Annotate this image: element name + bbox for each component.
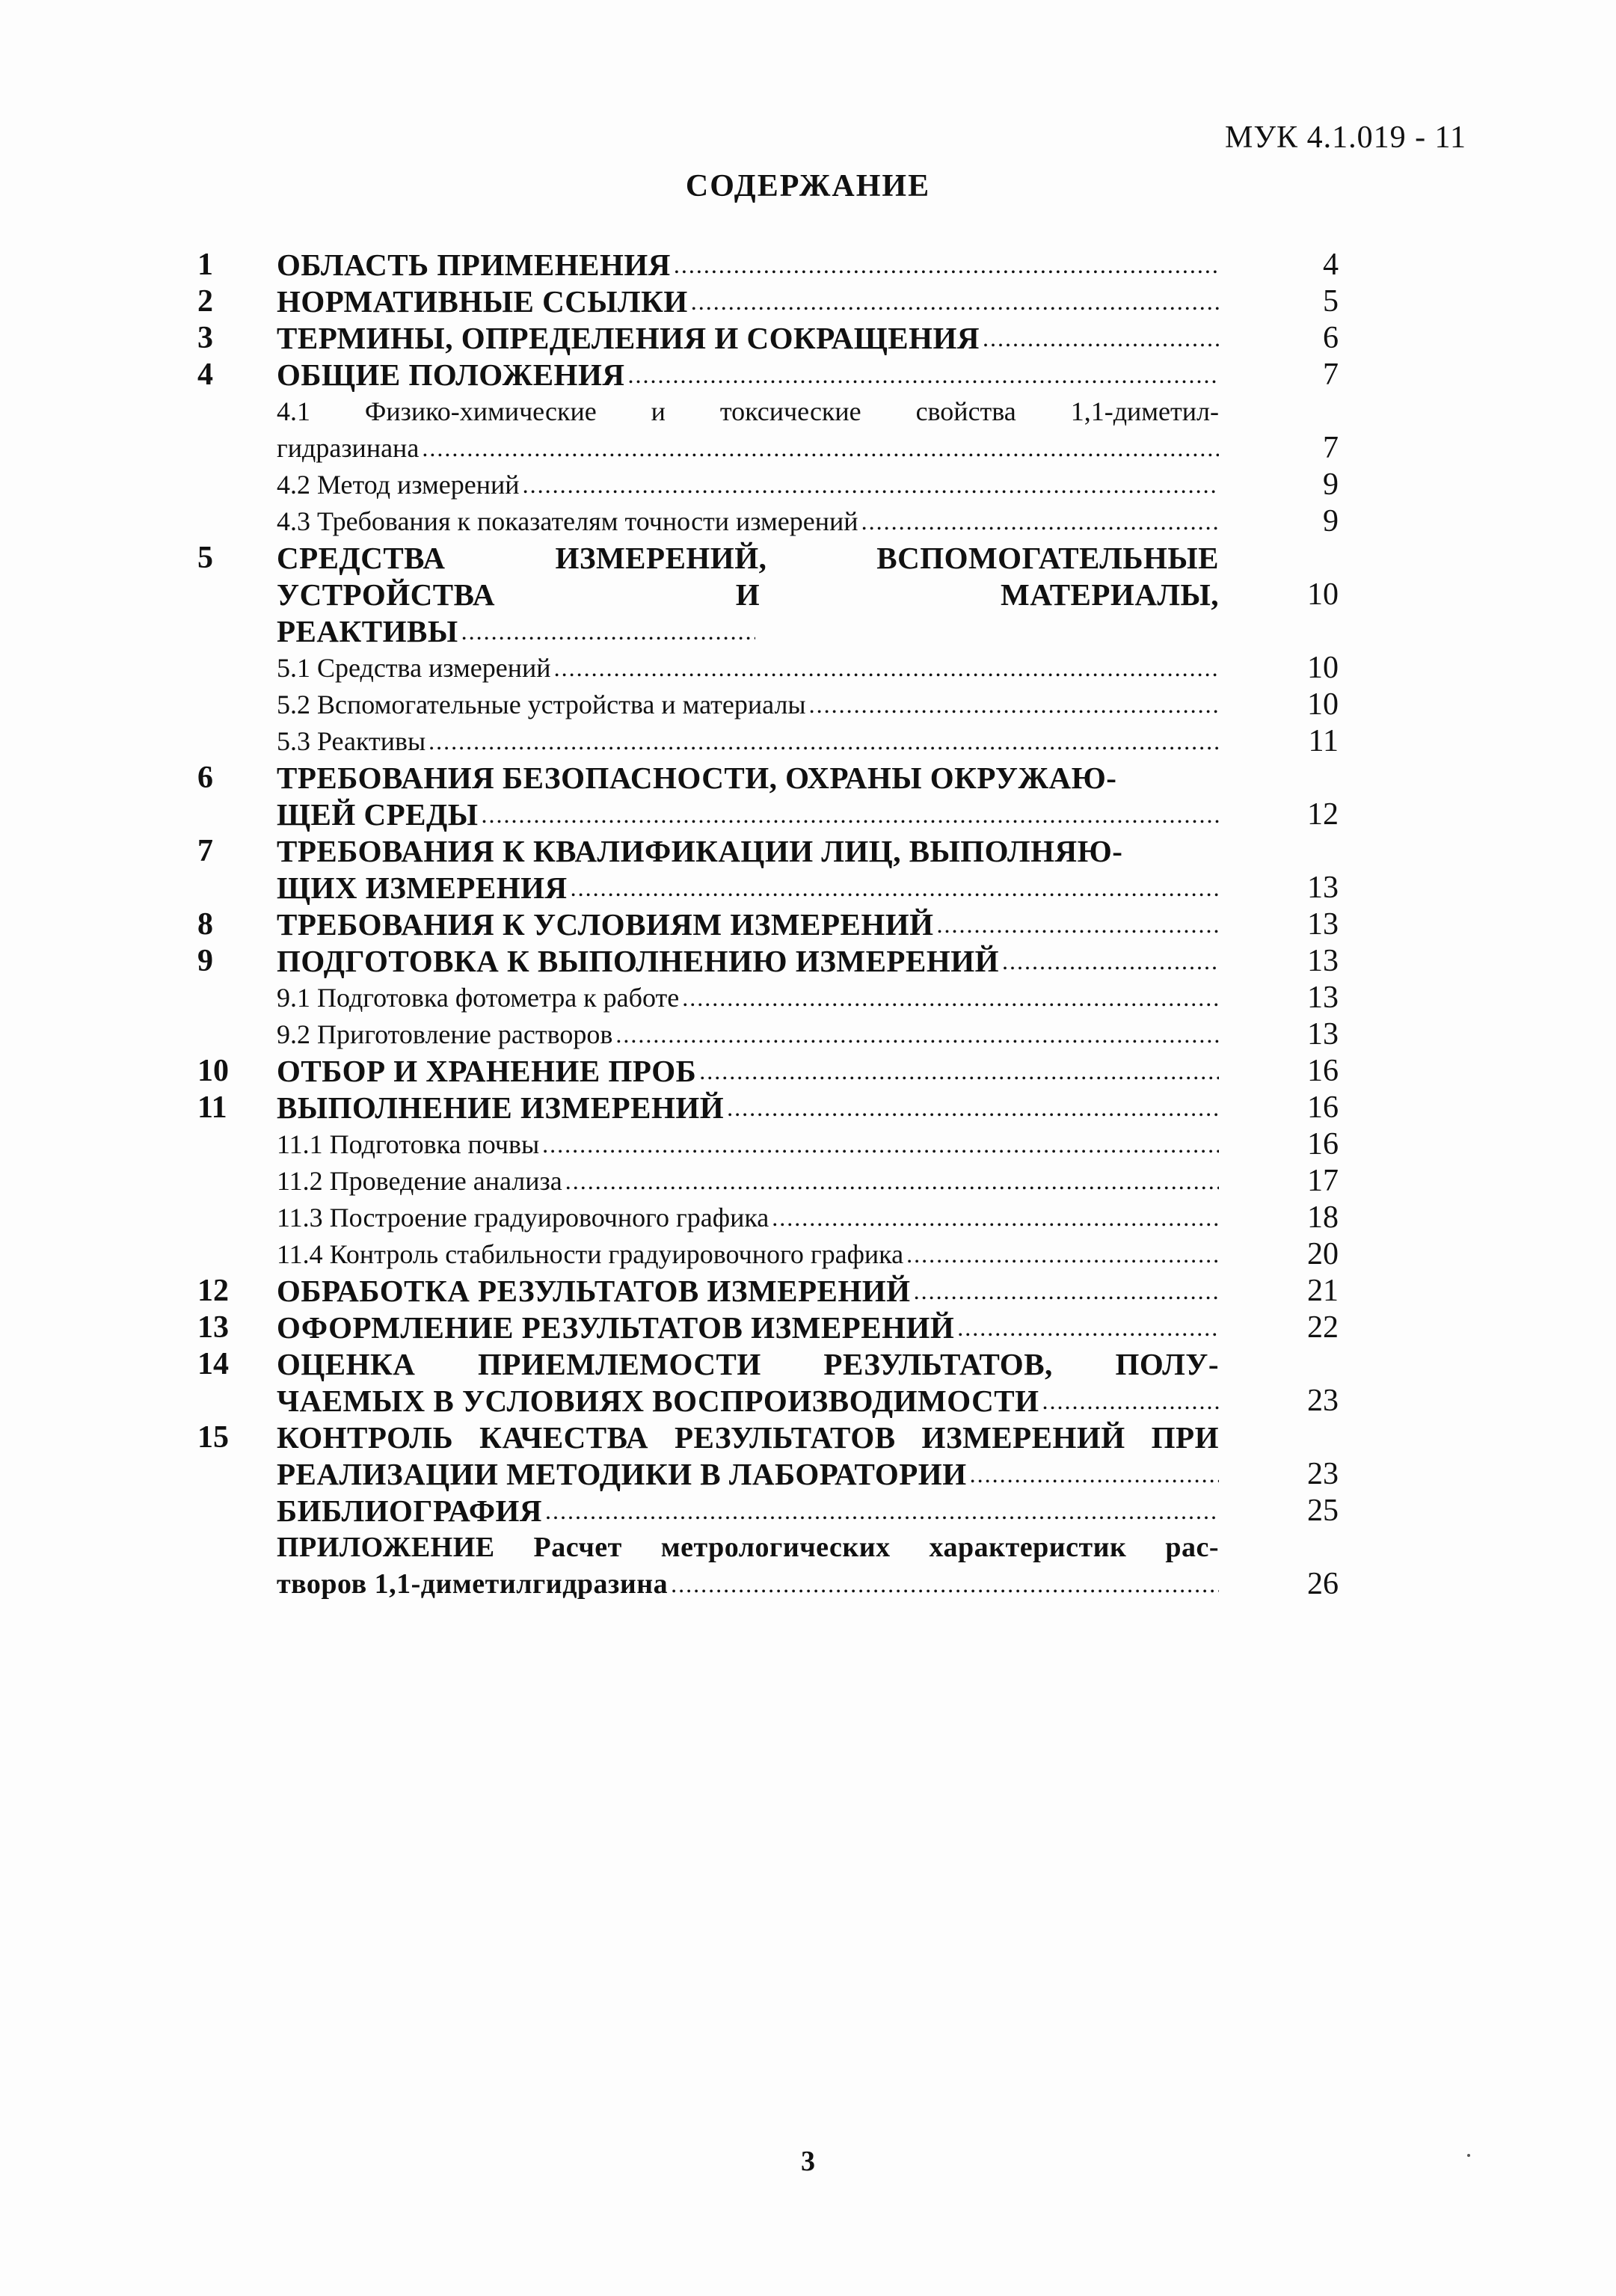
toc-entry-page: 9 [1323, 504, 1339, 538]
toc-entry-number: 6 [197, 761, 213, 795]
toc-entry-title: ОТБОР И ХРАНЕНИЕ ПРОБ ..... [277, 1053, 1219, 1090]
toc-subentry-title: 9.2 Приготовление растворов ..... [277, 1016, 1219, 1053]
toc-entry-page: 7 [1323, 357, 1339, 392]
toc-subentry[interactable] [194, 1126, 1339, 1163]
toc-entry-number: 1 [197, 248, 213, 282]
toc-entry-number: 12 [197, 1274, 229, 1308]
toc-subentry[interactable] [194, 393, 1339, 467]
toc-entry-title: ТРЕБОВАНИЯ К УСЛОВИЯМ ИЗМЕРЕНИЙ ..... [277, 906, 1219, 943]
scan-speck [1467, 2154, 1470, 2157]
toc-entry-appendix[interactable] [194, 1529, 1339, 1603]
toc-entry-page: 13 [1307, 980, 1339, 1015]
toc-entry-title: ТРЕБОВАНИЯ БЕЗОПАСНОСТИ, ОХРАНЫ ОКРУЖАЮ- ЩЕЙ СРЕДЫ ..... [277, 760, 1219, 833]
toc-entry-title: БИБЛИОГРАФИЯ ..... [277, 1493, 1219, 1529]
toc-entry[interactable] [194, 1346, 1339, 1419]
toc-entry[interactable] [194, 833, 1339, 906]
toc-entry-title: ОФОРМЛЕНИЕ РЕЗУЛЬТАТОВ ИЗМЕРЕНИЙ ..... [277, 1310, 1219, 1346]
toc-entry-page: 10 [1307, 651, 1339, 685]
toc-entry-page: 5 [1323, 284, 1339, 319]
toc-entry-page: 20 [1307, 1237, 1339, 1271]
toc-subentry-title: 4.2 Метод измерений ..... [277, 467, 1219, 503]
toc-subentry[interactable] [194, 687, 1339, 723]
toc-entry-number: 3 [197, 321, 213, 355]
toc-subentry-title: 4.1 Физико-химические и токсические свойства 1,1-диметил- гидразинана ..... [277, 393, 1219, 467]
toc-entry-title: ОБЩИЕ ПОЛОЖЕНИЯ ..... [277, 357, 1219, 393]
toc-subentry[interactable] [194, 503, 1339, 540]
toc-entry[interactable] [194, 1419, 1339, 1493]
page-number: 3 [801, 2146, 815, 2177]
toc-subentry-title: 5.3 Реактивы ..... [277, 723, 1219, 760]
toc-entry[interactable] [194, 283, 1339, 320]
toc-entry[interactable] [194, 760, 1339, 833]
toc-entry-number: 10 [197, 1054, 229, 1088]
toc-entry-number: 14 [197, 1347, 229, 1381]
toc-entry-title: СРЕДСТВА ИЗМЕРЕНИЙ, ВСПОМОГАТЕЛЬНЫЕ УСТРОЙСТВА И МАТЕРИАЛЫ, РЕАКТИВЫ ..... [277, 540, 1219, 650]
toc-entry-page: 25 [1307, 1494, 1339, 1528]
toc-entry-page: 6 [1323, 321, 1339, 355]
toc-entry[interactable] [194, 247, 1339, 283]
toc-subentry[interactable] [194, 1163, 1339, 1200]
document-code: МУК 4.1.019 - 11 [1224, 120, 1466, 155]
toc-entry-page: 26 [1307, 1567, 1339, 1601]
toc-subentry[interactable] [194, 723, 1339, 760]
toc-entry-title: ПОДГОТОВКА К ВЫПОЛНЕНИЮ ИЗМЕРЕНИЙ ..... [277, 943, 1219, 980]
toc-entry-page: 11 [1308, 724, 1339, 758]
toc-entry[interactable] [194, 540, 1339, 650]
toc-subentry[interactable] [194, 1016, 1339, 1053]
toc-entry-number: 7 [197, 834, 213, 868]
toc-entry-number: 4 [197, 357, 213, 392]
toc-entry-title: ОБРАБОТКА РЕЗУЛЬТАТОВ ИЗМЕРЕНИЙ ..... [277, 1273, 1219, 1310]
toc-entry-page: 4 [1323, 248, 1339, 282]
toc-entry[interactable] [194, 1090, 1339, 1126]
toc-subentry[interactable] [194, 1236, 1339, 1273]
toc-entry-page: 7 [1323, 431, 1339, 465]
toc-entry-title: ПРИЛОЖЕНИЕ Расчет метрологических характеристик рас- творов 1,1-диметилгидразина ..... [277, 1529, 1219, 1603]
toc-subentry[interactable] [194, 1200, 1339, 1236]
toc-entry-page: 17 [1307, 1164, 1339, 1198]
toc-entry-title: ТЕРМИНЫ, ОПРЕДЕЛЕНИЯ И СОКРАЩЕНИЯ ..... [277, 320, 1219, 357]
toc-entry-page: 23 [1307, 1457, 1339, 1491]
toc-subentry[interactable] [194, 467, 1339, 503]
toc-entry[interactable] [194, 906, 1339, 943]
toc-entry-number: 15 [197, 1420, 229, 1455]
toc-entry-title: НОРМАТИВНЫЕ ССЫЛКИ ..... [277, 283, 1219, 320]
table-of-contents [194, 247, 1339, 1603]
toc-entry-number: 5 [197, 541, 213, 575]
toc-entry-page: 12 [1307, 797, 1339, 832]
toc-entry-page: 16 [1307, 1054, 1339, 1088]
toc-entry-number: 9 [197, 944, 213, 978]
toc-entry[interactable] [194, 1273, 1339, 1310]
toc-entry-page: 13 [1307, 907, 1339, 942]
toc-entry-page: 16 [1307, 1090, 1339, 1125]
toc-entry-page: 13 [1307, 1017, 1339, 1052]
toc-entry[interactable] [194, 320, 1339, 357]
toc-entry-title: ВЫПОЛНЕНИЕ ИЗМЕРЕНИЙ ..... [277, 1090, 1219, 1126]
toc-entry-bibliography[interactable] [194, 1493, 1339, 1529]
toc-entry-number: 2 [197, 284, 213, 319]
toc-entry-page: 21 [1307, 1274, 1339, 1308]
toc-entry-page: 18 [1307, 1200, 1339, 1235]
toc-subentry-title: 5.2 Вспомогательные устройства и материалы ..... [277, 687, 1219, 723]
toc-entry-title: ОБЛАСТЬ ПРИМЕНЕНИЯ ..... [277, 247, 1219, 283]
toc-entry-number: 11 [197, 1090, 227, 1125]
toc-entry[interactable] [194, 1310, 1339, 1346]
toc-entry-number: 13 [197, 1310, 229, 1345]
toc-subentry-title: 11.3 Построение градуировочного графика ..... [277, 1200, 1219, 1236]
toc-entry[interactable] [194, 1053, 1339, 1090]
toc-subentry[interactable] [194, 650, 1339, 687]
toc-entry-number: 8 [197, 907, 213, 942]
toc-entry-page: 10 [1307, 577, 1339, 612]
toc-subentry[interactable] [194, 980, 1339, 1016]
toc-entry-page: 16 [1307, 1127, 1339, 1161]
toc-entry-page: 23 [1307, 1384, 1339, 1418]
toc-entry-title: КОНТРОЛЬ КАЧЕСТВА РЕЗУЛЬТАТОВ ИЗМЕРЕНИЙ ПРИ РЕАЛИЗАЦИИ МЕТОДИКИ В ЛАБОРАТОРИИ ..... [277, 1419, 1219, 1493]
toc-subentry-title: 11.1 Подготовка почвы ..... [277, 1126, 1219, 1163]
toc-entry-title: ОЦЕНКА ПРИЕМЛЕМОСТИ РЕЗУЛЬТАТОВ, ПОЛУ- ЧАЕМЫХ В УСЛОВИЯХ ВОСПРОИЗВОДИМОСТИ ..... [277, 1346, 1219, 1419]
toc-subentry-title: 9.1 Подготовка фотометра к работе ..... [277, 980, 1219, 1016]
toc-subentry-title: 5.1 Средства измерений ..... [277, 650, 1219, 687]
toc-entry-title: ТРЕБОВАНИЯ К КВАЛИФИКАЦИИ ЛИЦ, ВЫПОЛНЯЮ- ЩИХ ИЗМЕРЕНИЯ ..... [277, 833, 1219, 906]
toc-subentry-title: 4.3 Требования к показателям точности измерений ..... [277, 503, 1219, 540]
toc-entry-page: 22 [1307, 1310, 1339, 1345]
toc-subentry-title: 11.4 Контроль стабильности градуировочного графика ..... [277, 1236, 1219, 1273]
toc-entry-page: 9 [1323, 467, 1339, 502]
toc-entry-page: 10 [1307, 687, 1339, 722]
toc-entry-page: 13 [1307, 944, 1339, 978]
toc-entry[interactable] [194, 943, 1339, 980]
toc-entry-page: 13 [1307, 871, 1339, 905]
toc-subentry-title: 11.2 Проведение анализа ..... [277, 1163, 1219, 1200]
toc-entry[interactable] [194, 357, 1339, 393]
appendix-label: ПРИЛОЖЕНИЕ [277, 1532, 495, 1563]
toc-title: СОДЕРЖАНИЕ [685, 169, 931, 203]
